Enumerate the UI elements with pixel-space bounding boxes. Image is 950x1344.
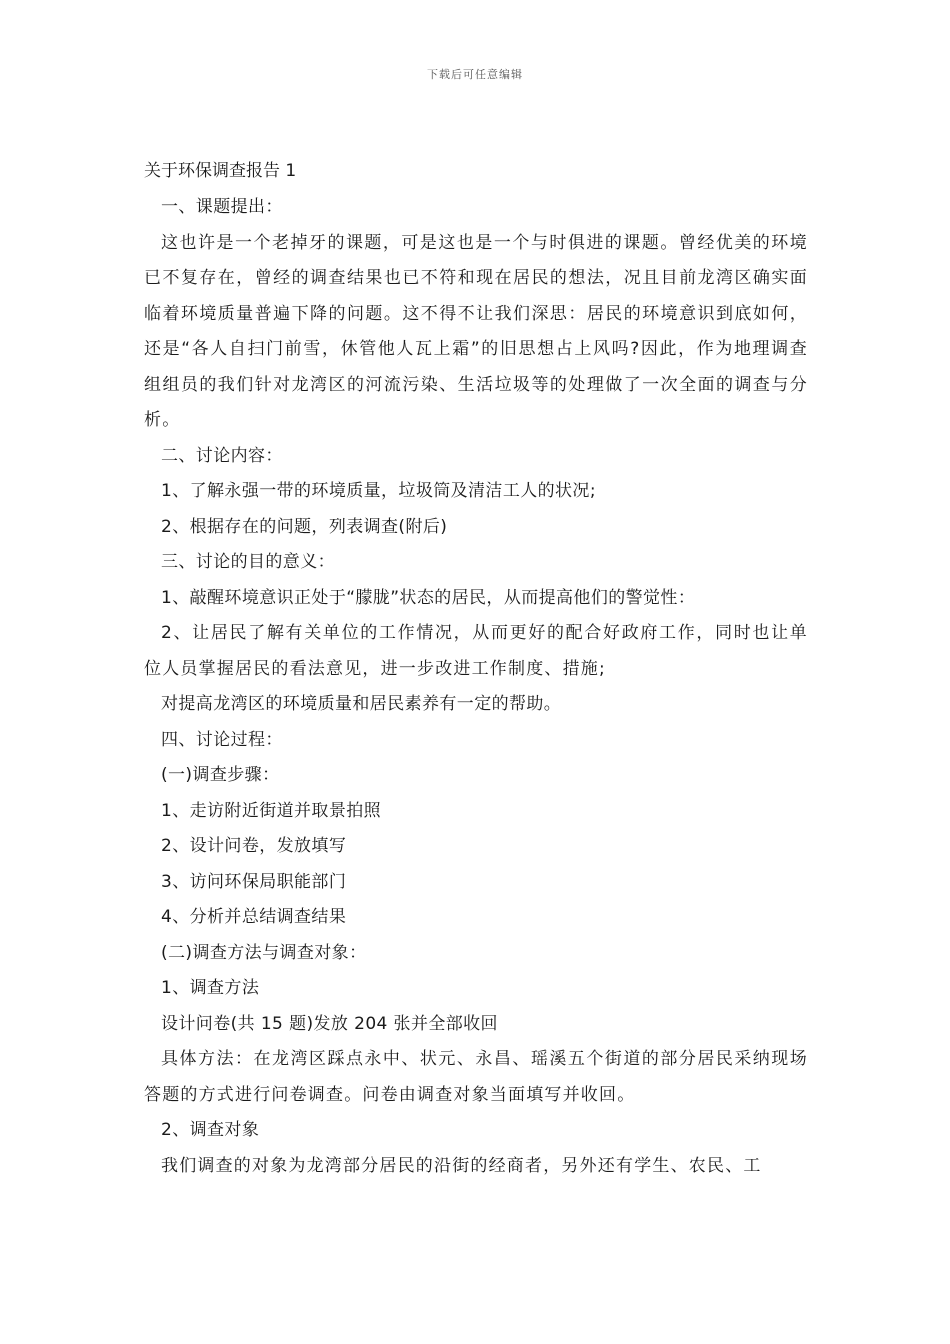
list-item: 1、了解永强一带的环境质量，垃圾筒及清洁工人的状况; [161,481,596,501]
section-heading-3: 三、讨论的目的意义： [161,552,335,572]
list-item: 2、让居民了解有关单位的工作情况，从而更好的配合好政府工作，同时也让单位人员掌握居民的看法意见，进一步改进工作制度、措施; [144,623,808,679]
document-title: 关于环保调查报告 1 [144,161,297,181]
body-paragraph: 设计问卷(共 15 题)发放 204 张并全部收回 [161,1013,498,1034]
subsection-heading: (二)调查方法与调查对象： [161,942,367,963]
list-item: 1、敲醒环境意识正处于“朦胧”状态的居民，从而提高他们的警觉性： [161,587,696,608]
body-paragraph: 具体方法：在龙湾区踩点永中、状元、永昌、瑶溪五个街道的部分居民采纳现场答题的方式进行问卷调查。问卷由调查对象当面填写并收回。 [144,1049,808,1105]
list-item: 1、调查方法 [161,978,260,998]
body-paragraph: 我们调查的对象为龙湾部分居民的沿街的经商者，另外还有学生、农民、工 [161,1155,762,1176]
body-paragraph: 对提高龙湾区的环境质量和居民素养有一定的帮助。 [161,694,562,714]
section-heading-2: 二、讨论内容： [161,445,283,466]
section-heading-4: 四、讨论过程： [161,729,283,750]
subsection-heading: (一)调查步骤： [161,765,280,785]
header-note: 下载后可任意编辑 [427,68,523,81]
list-item: 3、访问环保局职能部门 [161,871,347,892]
list-item: 1、走访附近街道并取景拍照 [161,800,382,821]
document-body [144,156,808,1184]
list-item: 2、调查对象 [161,1120,260,1140]
body-paragraph: 这也许是一个老掉牙的课题，可是这也是一个与时俱进的课题。曾经优美的环境已不复存在，曾经的调查结果也已不符和现在居民的想法，况且目前龙湾区确实面临着环境质量普遍下降的问题。这不得不让我们深思：居民的环境意识到底如何，还是“各人自扫门前雪，休管他人瓦上霜”的旧思想占上风吗?因此，作为地理调查组组员的我们针对龙湾区的河流污染、生活垃圾等的处理做了一次全面的调查与分析。 [144,232,808,430]
section-heading-1: 一、课题提出： [161,197,283,217]
list-item: 2、设计问卷，发放填写 [161,836,347,856]
list-item: 2、根据存在的问题，列表调查(附后) [161,516,448,537]
list-item: 4、分析并总结调查结果 [161,907,347,927]
